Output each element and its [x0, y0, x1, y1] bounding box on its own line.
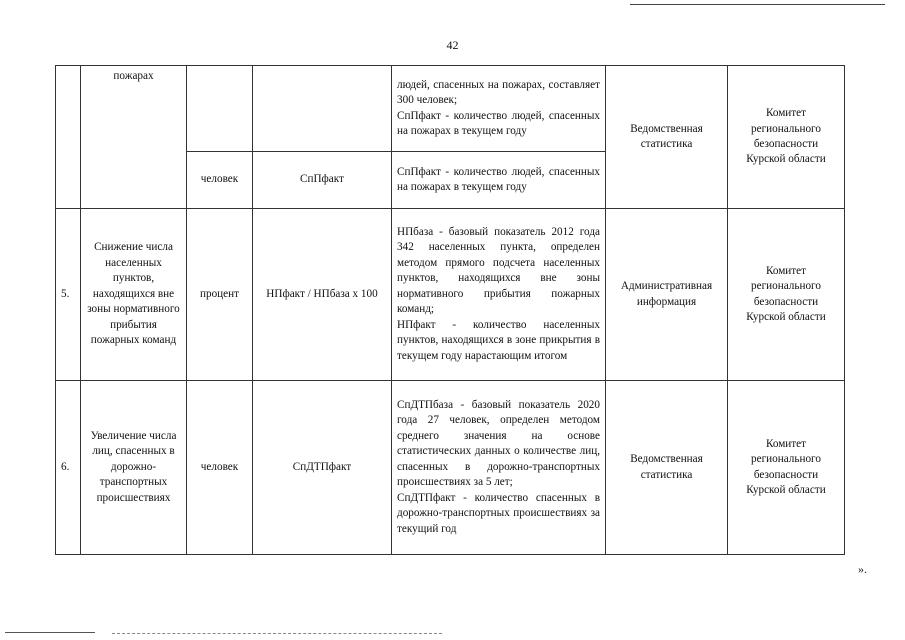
page-number: 42: [446, 38, 459, 52]
num-cell: [56, 66, 81, 209]
num-cell: 5.: [56, 209, 81, 381]
unit-cell: человек: [187, 381, 253, 555]
method-cell: [392, 209, 606, 381]
method-text: людей, спасенных на пожарах, составляет 300 человек;: [397, 78, 600, 107]
source-cell: Административная информация: [606, 209, 728, 381]
responsible-cell: Комитет регионального безопасности Курской области: [728, 66, 845, 209]
method-text: НПбаза - базовый показатель 2012 года 342 населенных пункта, определен методом прямого подсчета населенных пунктов, находящихся вне зоны нормативного прибытия пожарных команд;: [397, 225, 600, 316]
indicators-table: [55, 65, 845, 555]
method-text: СпДТПбаза - базовый показатель 2020 года 27 человек, определен методом среднего значения на основе статистических данных о количестве лиц, спасенных в дорожно-транспортных происшествиях за 5 лет;: [397, 398, 600, 489]
indicator-name-cell: пожарах: [81, 66, 187, 209]
unit-cell: процент: [187, 209, 253, 381]
source-cell: Ведомственная статистика: [606, 66, 728, 209]
formula-cell: [253, 66, 392, 152]
indicator-name-cell: Увеличение числа лиц, спасенных в дорожно-транспортных происшествиях: [81, 381, 187, 555]
source-cell: Ведомственная статистика: [606, 381, 728, 555]
table-row: [56, 209, 845, 381]
table-row: [56, 381, 845, 555]
table-row: [56, 66, 845, 152]
indicator-name-cell: Снижение числа населенных пунктов, находящихся вне зоны нормативного прибытия пожарных команд: [81, 209, 187, 381]
formula-cell: СпДТПфакт: [253, 381, 392, 555]
closing-quote-mark: ».: [858, 562, 867, 576]
responsible-cell: Комитет регионального безопасности Курской области: [728, 381, 845, 555]
num-cell: 6.: [56, 381, 81, 555]
header-rule: [630, 4, 885, 5]
footer-rule: [5, 632, 95, 633]
formula-cell: НПфакт / НПбаза х 100: [253, 209, 392, 381]
formula-cell: СпПфакт: [253, 152, 392, 209]
method-text: СпПфакт - количество людей, спасенных на пожарах в текущем году: [397, 109, 600, 137]
unit-cell: человек: [187, 152, 253, 209]
method-cell: СпПфакт - количество людей, спасенных на пожарах в текущем году: [392, 152, 606, 209]
unit-cell: [187, 66, 253, 152]
method-text: СпДТПфакт - количество спасенных в дорожно-транспортных происшествиях за текущий год: [397, 491, 600, 535]
method-cell: [392, 66, 606, 152]
method-cell: [392, 381, 606, 555]
method-text: НПфакт - количество населенных пунктов, находящихся в зоне прикрытия в текущем году нарастающим итогом: [397, 318, 600, 362]
footer-rule: [112, 633, 442, 634]
responsible-cell: Комитет регионального безопасности Курской области: [728, 209, 845, 381]
